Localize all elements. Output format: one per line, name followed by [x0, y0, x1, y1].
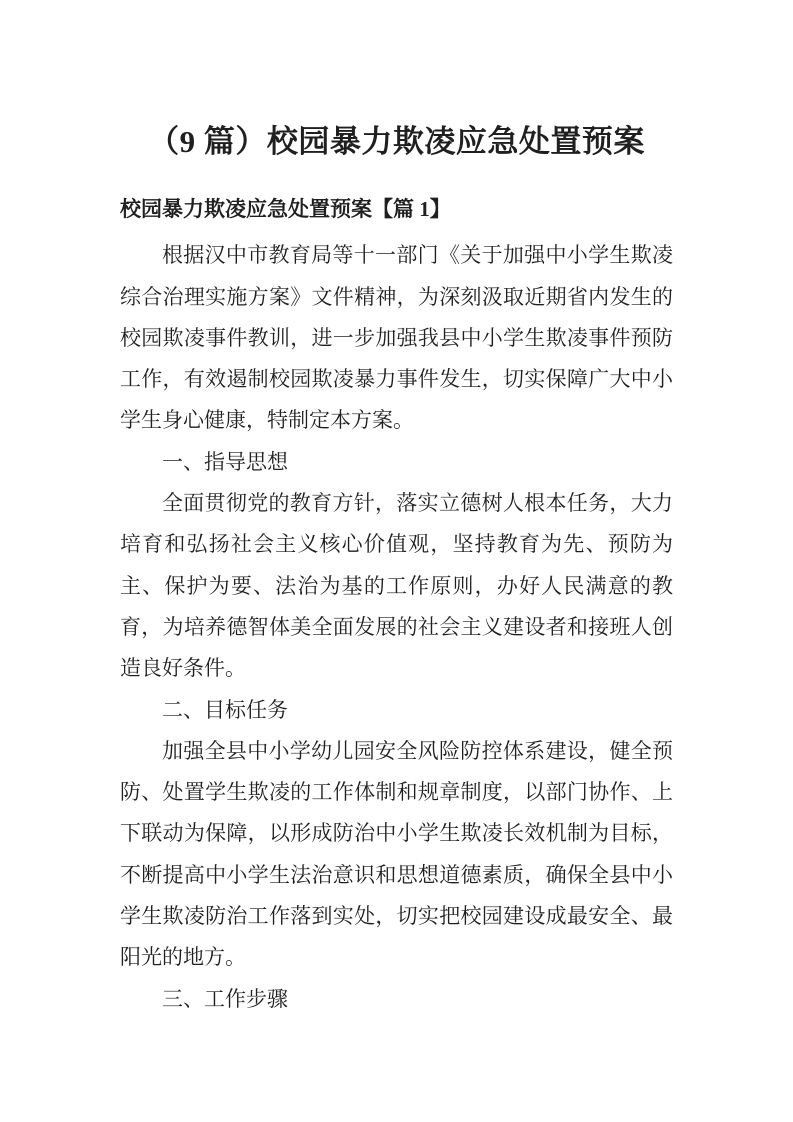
sub-heading: 三、工作步骤	[162, 986, 288, 1011]
paragraph: 全面贯彻党的教育方针，落实立德树人根本任务，大力培育和弘扬社会主义核心价值观，坚持教育为先、预防为主、保护为要、法治为基的工作原则，办好人民满意的教育，为培养德智体美全面发展的社会主义建设者和接班人创造良好条件。	[120, 491, 673, 681]
document-body	[120, 189, 673, 1020]
section-heading: 校园暴力欺凌应急处置预案【篇 1】	[120, 197, 451, 221]
paragraph: 加强全县中小学幼儿园安全风险防控体系建设，健全预防、处置学生欺凌的工作体制和规章制度，以部门协作、上下联动为保障，以形成防治中小学生欺凌长效机制为目标，不断提高中小学生法治意识和思想道德素质，确保全县中小学生欺凌防治工作落到实处，切实把校园建设成最安全、最阳光的地方。	[120, 738, 673, 970]
sub-heading: 二、目标任务	[162, 697, 288, 722]
document-content	[120, 122, 673, 1020]
sub-heading: 一、指导思想	[162, 449, 288, 474]
document-title: （9 篇）校园暴力欺凌应急处置预案	[148, 124, 645, 159]
paragraph: 根据汉中市教育局等十一部门《关于加强中小学生欺凌综合治理实施方案》文件精神，为深刻汲取近期省内发生的校园欺凌事件教训，进一步加强我县中小学生欺凌事件预防工作，有效遏制校园欺凌暴力事件发生，切实保障广大中小学生身心健康，特制定本方案。	[120, 243, 673, 433]
